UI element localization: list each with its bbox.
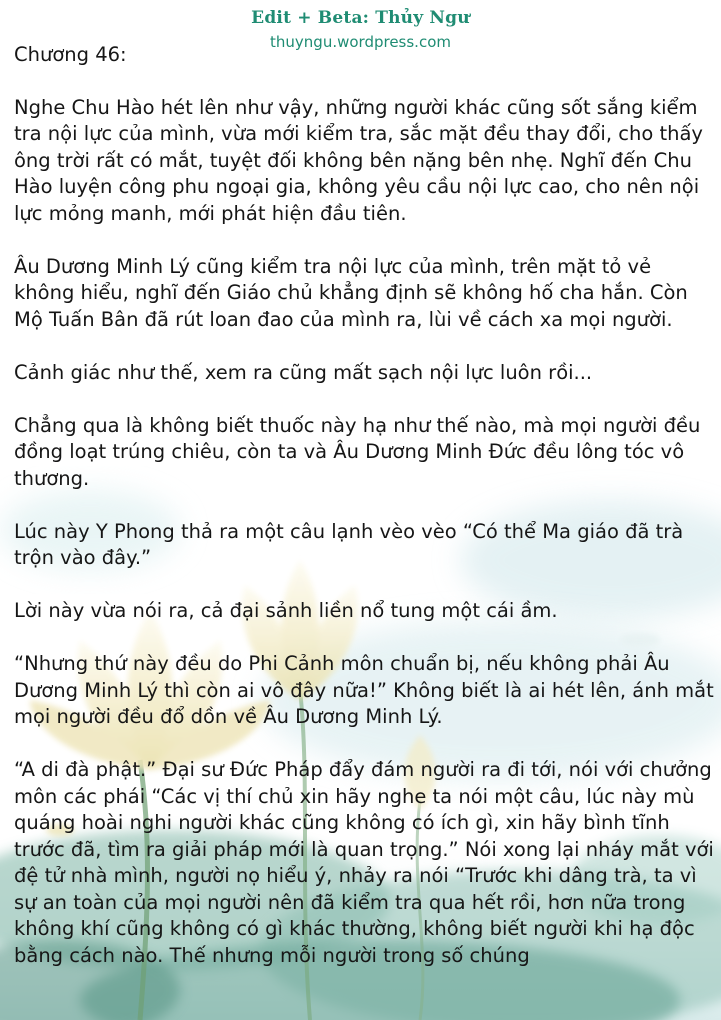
paragraph: Lúc này Y Phong thả ra một câu lạnh vèo vèo “Có thể Ma giáo đã trà trộn vào đây.” xyxy=(14,519,684,569)
chapter-content xyxy=(14,42,714,996)
paragraph: “A di đà phật.” Đại sư Đức Pháp đẩy đám người ra đi tới, nói với chưởng môn các phái “Các vị thí chủ xin hãy nghe ta nói một câu, lúc này mù quáng hoài nghi người khác cũng không có ích gì, xin hãy bình tĩnh trước đã, tìm ra giải pháp mới là quan trọng.” Nói xong lại nháy mắt với đệ tử nhà mình, người nọ hiểu ý, nhảy ra nói “Trước khi dâng trà, ta vì sự an toàn của mọi người nên đã kiểm tra qua hết rồi, hơn nữa trong không khí cũng không có gì khác thường, không biết người khi hạ độc bằng cách nào. Thế nhưng mỗi người trong số chúng xyxy=(14,758,714,967)
edit-credit: Edit + Beta: Thủy Ngư xyxy=(251,8,470,28)
paragraph: “Nhưng thứ này đều do Phi Cảnh môn chuẩn bị, nếu không phải Âu Dương Minh Lý thì còn ai vô đây nữa!” Không biết là ai hét lên, ánh mắt mọi người đều đổ dồn về Âu Dương Minh Lý. xyxy=(14,652,714,728)
paragraph: Âu Dương Minh Lý cũng kiểm tra nội lực của mình, trên mặt tỏ vẻ không hiểu, nghĩ đến Giáo chủ khẳng định sẽ không hố cha hắn. Còn Mộ Tuấn Bân đã rút loan đao của mình ra, lùi về cách xa mọi người. xyxy=(14,254,688,331)
paragraph: Cảnh giác như thế, xem ra cũng mất sạch nội lực luôn rồi... xyxy=(14,360,593,384)
paragraph: Nghe Chu Hào hét lên như vậy, những người khác cũng sốt sắng kiểm tra nội lực của mình, vừa mới kiểm tra, sắc mặt đều thay đổi, cho thấy ông trời rất có mắt, tuyệt đối không bên nặng bên nhẹ. Nghĩ đến Chu Hào luyện công phu ngoại gia, không yêu cầu nội lực cao, cho nên nội lực mỏng manh, mới phát hiện đầu tiên. xyxy=(14,95,703,225)
chapter-title: Chương 46: xyxy=(14,43,127,66)
paragraph: Chẳng qua là không biết thuốc này hạ như thế nào, mà mọi người đều đồng loạt trúng chiêu, còn ta và Âu Dương Minh Đức đều lông tóc vô thương. xyxy=(14,413,701,490)
paragraph: Lời này vừa nói ra, cả đại sảnh liền nổ tung một cái ầm. xyxy=(14,599,558,622)
site-url: thuyngu.wordpress.com xyxy=(270,33,451,51)
